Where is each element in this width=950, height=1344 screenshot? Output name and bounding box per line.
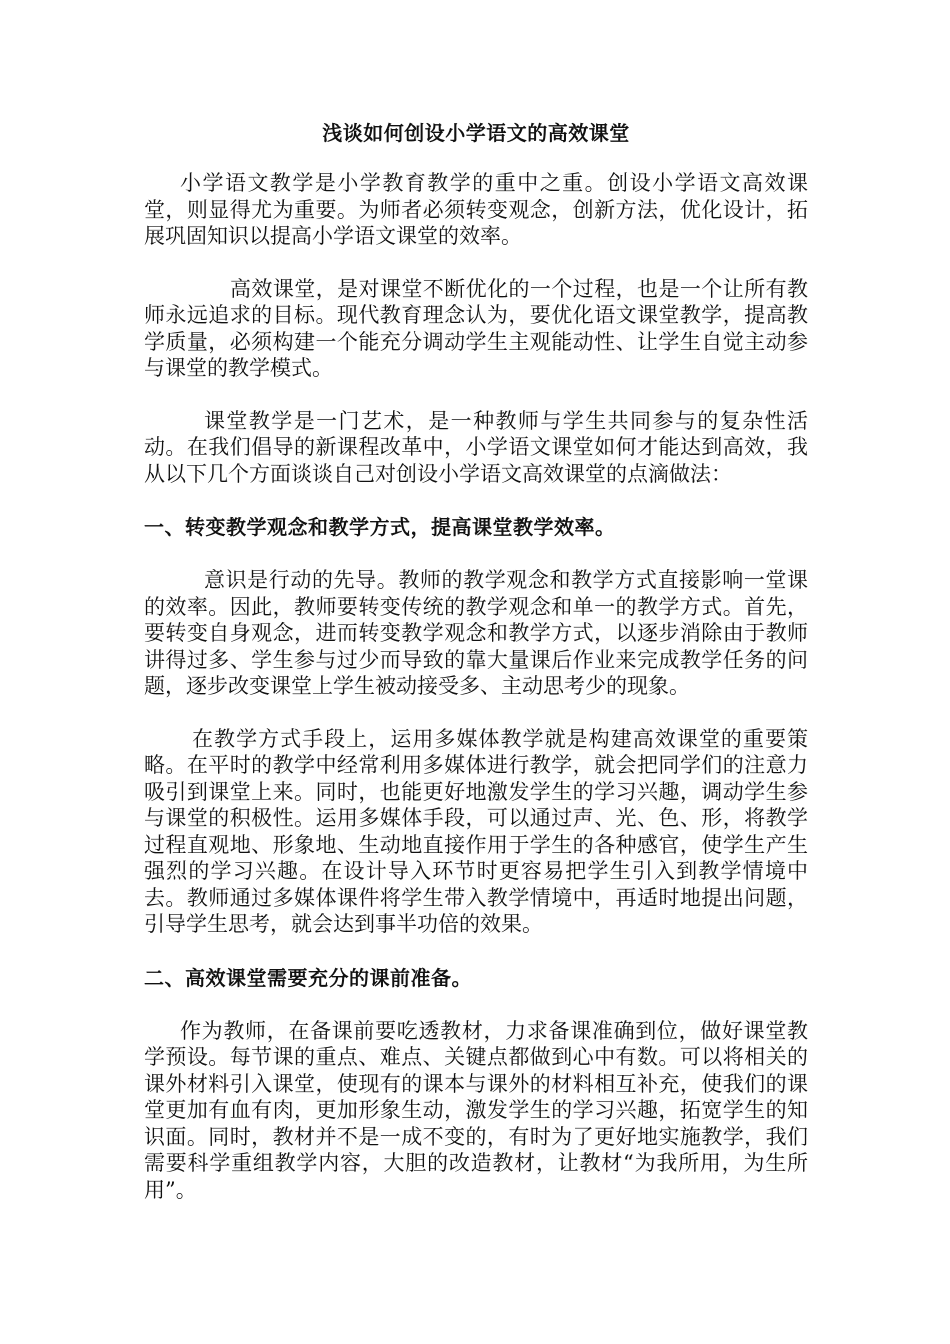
section-heading-2: 二、高效课堂需要充分的课前准备。 [144, 965, 472, 990]
document-page [144, 118, 808, 1229]
paragraph-classroom-art: 课堂教学是一门艺术，是一种教师与学生共同参与的复杂性活动。在我们倡导的新课程改革中，小学语文课堂如何才能达到高效，我从以下几个方面谈谈自己对创设小学语文高效课堂的点滴做法： [144, 408, 808, 486]
paragraph-multimedia: 在教学方式手段上，运用多媒体教学就是构建高效课堂的重要策略。在平时的教学中经常利用多媒体进行教学，就会把同学们的注意力吸引到课堂上来。同时，也能更好地激发学生的学习兴趣，调动学生参与课堂的积极性。运用多媒体手段，可以通过声、光、色、形，将教学过程直观地、形象地、生动地直接作用于学生的各种感官，使学生产生强烈的学习兴趣。在设计导入环节时更容易把学生引入到教学情境中去。教师通过多媒体课件将学生带入教学情境中，再适时地提出问题，引导学生思考，就会达到事半功倍的效果。 [144, 726, 808, 936]
paragraph-efficient-classroom: 高效课堂，是对课堂不断优化的一个过程，也是一个让所有教师永远追求的目标。现代教育理念认为，要优化语文课堂教学，提高教学质量，必须构建一个能充分调动学生主观能动性、让学生自觉主动参与课堂的教学模式。 [144, 276, 808, 380]
paragraph-preparation: 作为教师，在备课前要吃透教材，力求备课准确到位，做好课堂教学预设。每节课的重点、难点、关键点都做到心中有数。可以将相关的课外材料引入课堂，使现有的课本与课外的材料相互补充，使我们的课堂更加有血有肉，更加形象生动，激发学生的学习兴趣，拓宽学生的知识面。同时，教材并不是一成不变的，有时为了更好地实施教学，我们需要科学重组教学内容，大胆的改造教材，让教材“为我所用，为生所用”。 [144, 1018, 808, 1202]
document-title: 浅谈如何创设小学语文的高效课堂 [322, 121, 630, 145]
section-heading-1: 一、转变教学观念和教学方式，提高课堂教学效率。 [144, 515, 616, 539]
paragraph-intro: 小学语文教学是小学教育教学的重中之重。创设小学语文高效课堂，则显得尤为重要。为师者必须转变观念，创新方法，优化设计，拓展巩固知识以提高小学语文课堂的效率。 [144, 171, 808, 248]
paragraph-awareness: 意识是行动的先导。教师的教学观念和教学方式直接影响一堂课的效率。因此，教师要转变传统的教学观念和单一的教学方式。首先，要转变自身观念，进而转变教学观念和教学方式，以逐步消除由于教师讲得过多、学生参与过少而导致的靠大量课后作业来完成教学任务的问题，逐步改变课堂上学生被动接受多、主动思考少的现象。 [144, 568, 808, 698]
